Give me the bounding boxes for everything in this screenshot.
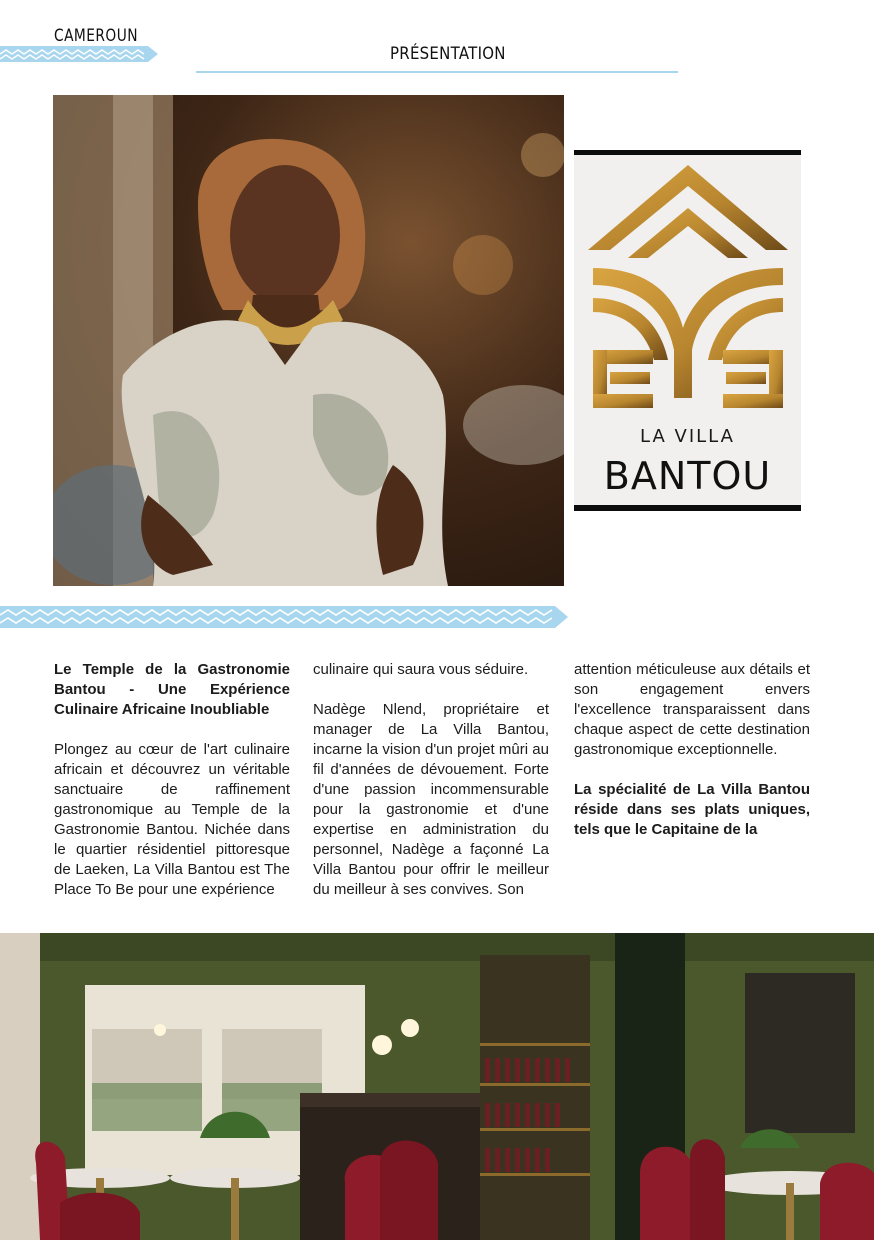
- logo-emblem-icon: [588, 160, 788, 415]
- logo-text-line1: LA VILLA: [640, 426, 735, 447]
- logo-top-bar: [574, 150, 801, 155]
- article-paragraph-3: La spécialité de La Villa Bantou réside dans ses plats uniques, tels que le Capitaine de la: [574, 781, 810, 838]
- article-paragraph-2: Nadège Nlend, propriétaire et manager de La Villa Bantou, incarne la vision d'un projet mûri au fil d'années de dévouement. Forte d'une passion incommensurable pour la gastronomie et d'une expertise en administration du personnel, Nadège a façonné La Villa Bantou pour offrir le meilleur du meilleur à ses convives. Son: [313, 701, 549, 898]
- article-column-2: [313, 660, 549, 900]
- article-paragraph-2-continued: attention méticuleuse aux détails et son engagement envers l'excellence transparaissent dans chaque aspect de cette destination gastronomique exceptionnelle.: [574, 661, 810, 758]
- logo-la-villa-bantou: [574, 150, 801, 511]
- article-paragraph-1-continued: culinaire qui saura vous séduire.: [313, 661, 529, 678]
- zigzag-ornament-middle: [0, 606, 568, 628]
- page-title: PRÉSENTATION: [390, 44, 506, 64]
- zigzag-ornament-top: [0, 46, 158, 62]
- logo-bottom-bar: [574, 505, 801, 511]
- interior-illustration: [0, 933, 874, 1240]
- title-rule: [196, 71, 678, 73]
- article-column-1: [54, 660, 290, 900]
- portrait-illustration: [53, 95, 564, 586]
- portrait-photo: [53, 95, 564, 586]
- restaurant-interior-photo: [0, 933, 874, 1240]
- article-heading: Le Temple de la Gastronomie Bantou - Une Expérience Culinaire Africaine Inoubliable: [54, 661, 290, 718]
- logo-text-line2: BANTOU: [603, 454, 772, 498]
- section-tag: CAMEROUN: [54, 26, 138, 46]
- article-paragraph-1: Plongez au cœur de l'art culinaire africain et découvrez un véritable sanctuaire de raffinement gastronomique au Temple de la Gastronomie Bantou. Nichée dans le quartier résidentiel pittoresque de Laeken, La Villa Bantou est The Place To Be pour une expérience: [54, 741, 290, 898]
- article-column-3: [574, 660, 810, 840]
